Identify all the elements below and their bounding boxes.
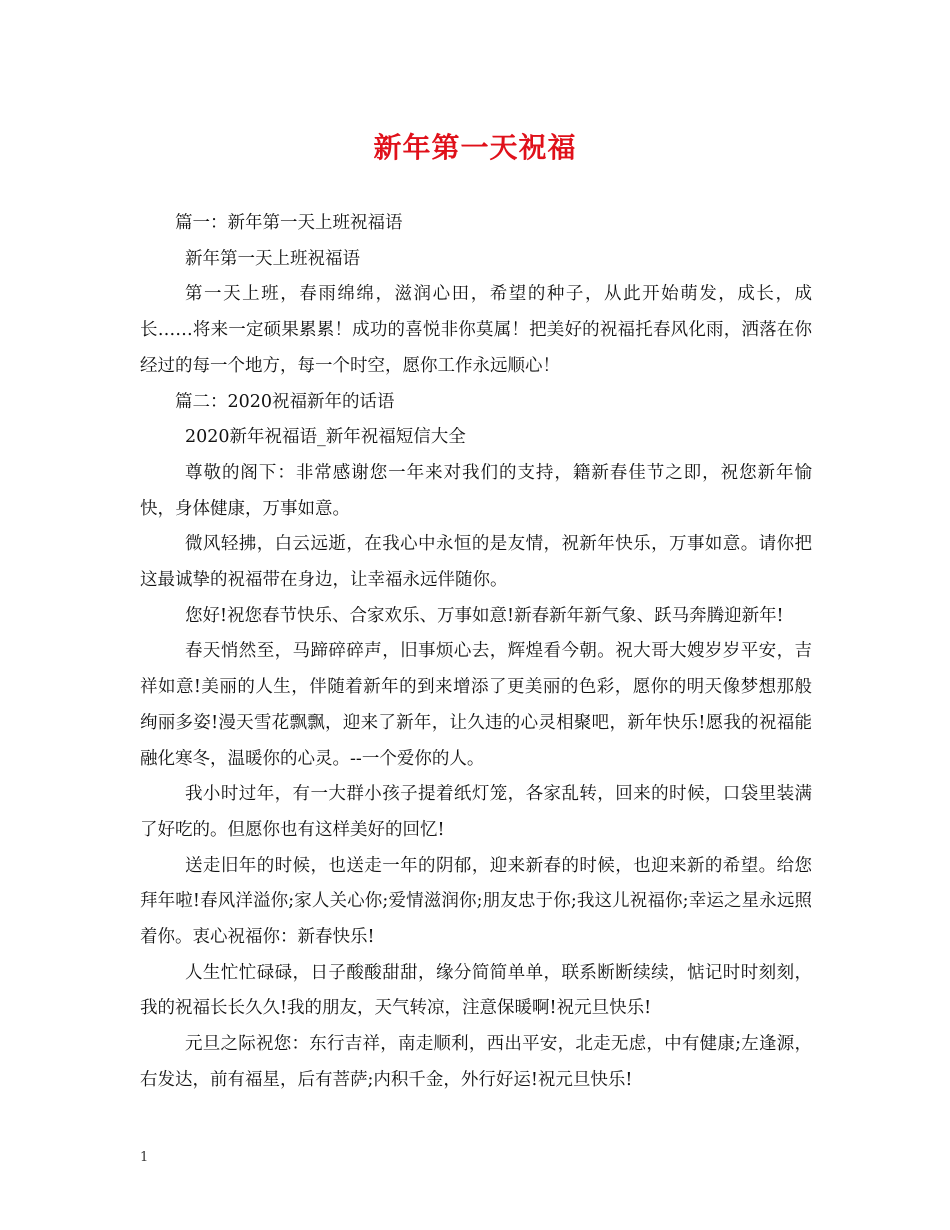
paragraph: 人生忙忙碌碌，日子酸酸甜甜，缘分简简单单，联系断断续续，惦记时时刻刻，我的祝福长长久久!我的朋友，天气转凉，注意保暖啊!祝元旦快乐! xyxy=(140,962,812,1019)
paragraph: 微风轻拂，白云远逝，在我心中永恒的是友情，祝新年快乐，万事如意。请你把这最诚挚的祝福带在身边，让幸福永远伴随你。 xyxy=(140,534,812,591)
paragraph: 我小时过年，有一大群小孩子提着纸灯笼，各家乱转，回来的时候，口袋里装满了好吃的。但愿你也有这样美好的回忆! xyxy=(140,784,812,840)
document-title: 新年第一天祝福 xyxy=(373,131,577,164)
document-body xyxy=(140,206,812,1099)
section-heading-1: 篇一：新年第一天上班祝福语 xyxy=(175,213,403,233)
paragraph: 元旦之际祝您：东行吉祥，南走顺利，西出平安，北走无虑，中有健康;左逢源，右发达，前有福星，后有菩萨;内积千金，外行好运!祝元旦快乐! xyxy=(140,1034,812,1090)
paragraph: 送走旧年的时候，也送走一年的阴郁，迎来新春的时候，也迎来新的希望。给您拜年啦!春风洋溢你;家人关心你;爱情滋润你;朋友忠于你;我这儿祝福你;幸运之星永远照着你。衷心祝福你：新春快乐! xyxy=(140,855,812,948)
paragraph: 春天悄然至，马蹄碎碎声，旧事烦心去，辉煌看今朝。祝大哥大嫂岁岁平安，吉祥如意!美丽的人生，伴随着新年的到来增添了更美丽的色彩，愿你的明天像梦想那般绚丽多姿!漫天雪花飘飘，迎来了新年，让久违的心灵相聚吧，新年快乐!愿我的祝福能融化寒冬，温暖你的心灵。--一个爱你的人。 xyxy=(140,641,812,769)
paragraph: 第一天上班，春雨绵绵，滋润心田，希望的种子，从此开始萌发，成长，成长……将来一定硕果累累！成功的喜悦非你莫属！把美好的祝福托春风化雨，洒落在你经过的每一个地方，每一个时空，愿你工作永远顺心！ xyxy=(140,284,812,376)
subtitle-2: 2020新年祝福语_新年祝福短信大全 xyxy=(185,427,466,448)
page-number: 1 xyxy=(140,1150,149,1165)
paragraph: 尊敬的阁下：非常感谢您一年来对我们的支持，籍新春佳节之即，祝您新年愉快，身体健康，万事如意。 xyxy=(140,462,812,519)
section-heading-2: 篇二：2020祝福新年的话语 xyxy=(175,391,395,412)
subtitle-1: 新年第一天上班祝福语 xyxy=(185,248,360,269)
paragraph: 您好!祝您春节快乐、合家欢乐、万事如意!新春新年新气象、跃马奔腾迎新年! xyxy=(185,605,784,626)
